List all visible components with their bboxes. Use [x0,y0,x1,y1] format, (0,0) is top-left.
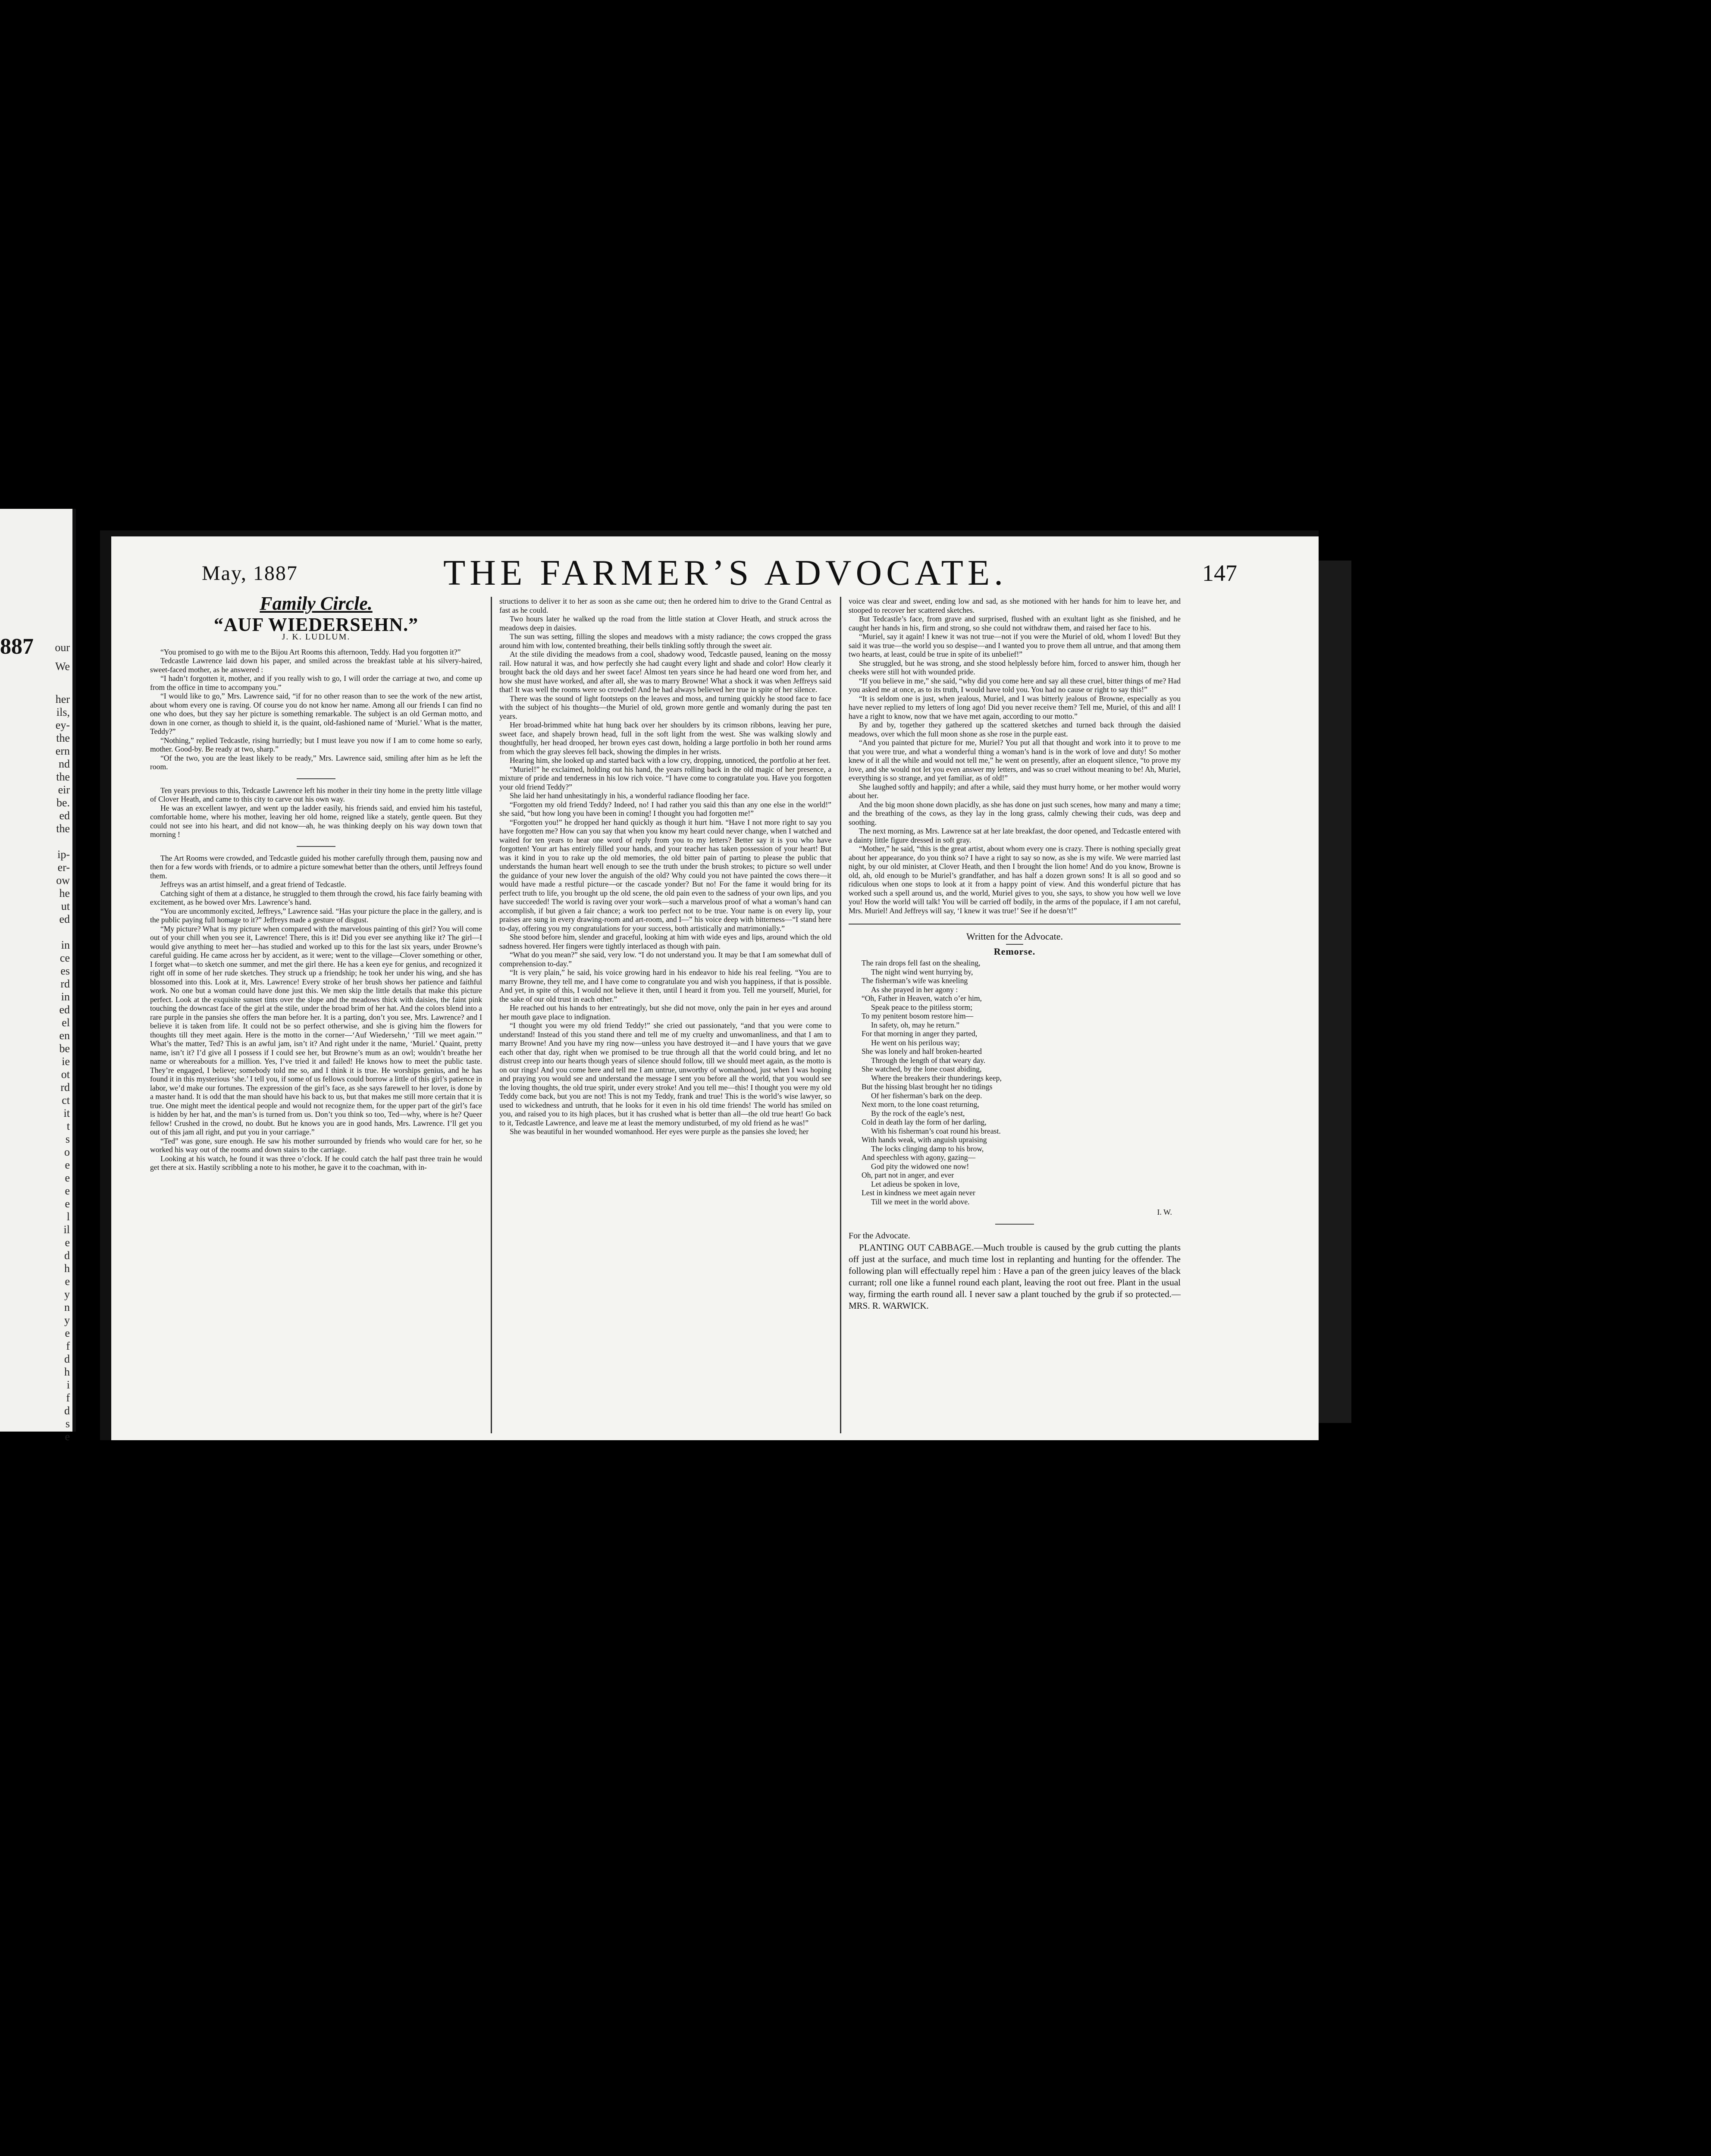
column-divider [840,597,841,1433]
previous-page-fragment: it [63,1107,70,1119]
paragraph: “You are uncommonly excited, Jeffreys,” Lawrence said. “Has your picture the place in the gallery, and is the public paying full homage to it?” Jeffreys made a gesture of disgust. [150,906,482,924]
previous-page-strip [0,509,76,1443]
poem-line: Through the length of that weary day. [871,1056,986,1065]
story-part-a [150,648,482,771]
paragraph: “It is very plain,” he said, his voice growing hard in his endeavor to hide his real feeling. “You are to marry Browne, they tell me, and I have come to congratulate you and wish you happiness, if that is possible. And yet, in spite of this, I would not believe it then, until I heard it from you. Tell me yourself, Muriel, for the sake of our old trust in each other.” [499,968,831,1003]
paragraph: “Muriel, say it again! I knew it was not true—not if you were the Muriel of old, whom I loved! But they said it was true—the world you so despise—and I wanted you to prove them all untrue, and that among them two hearts, at least, could be true in spite of its unbelief!” [849,632,1181,658]
previous-page-fragment: y [64,1314,70,1326]
paragraph: But Tedcastle’s face, from grave and surprised, flushed with an exultant light as she finished, and he caught her hands in his, firm and strong, so she could not withdraw them, and raised her face to his. [849,614,1181,632]
previous-page-fragment: e [65,1275,70,1288]
poem-body [849,959,1181,1206]
paragraph: “Forgotten you!” he dropped her hand quickly as though it hurt him. “Have I not more right to say you have forgotten me? How can you say that when you know my heart could never change, when I watched and waited for ten years to hear one word of reply from you to my letters? Better say it is you who have forgotten! Your art has entirely filled your hands, and your teacher has taken possession of your heart! But was it kind in you to rake up the old memories, the old bitter pain of parting to please the public that understands the human heart well enough to see the truth under the brush strokes; to picture so well under the guidance of your new lover the anguish of the old? Why could you not have painted the cows there—it would have made a restful picture—or the cascade yonder? But no! For the fame it would bring for its perfect truth to life, you brought up the old scene, the old pain even to the sadness of your own lips, and you have succeeded! The world is raving over your work—such a marvelous proof of what a woman’s hand can accomplish, if but given a fair chance; a work too perfect not to be true. Your name is on every lip, your praises are sung in every drawing-room and art-room, and I—” his voice deep with bitterness—“I stand here to-day, offering you my congratulations for your success, both artistically and matrimonially.” [499,818,831,933]
previous-page-fragment: We [55,660,70,673]
paragraph: Jeffreys was an artist himself, and a great friend of Tedcastle. [160,880,346,889]
previous-page-fragment: eir [58,783,70,796]
paragraph: He reached out his hands to her entreatingly, but she did not move, only the pain in her eyes and around her mouth gave place to indignation. [499,1003,831,1021]
previous-page-fragment: be. [56,796,70,809]
previous-page-fragment: ct [62,1094,70,1106]
previous-page-fragment: l [66,1210,70,1223]
previous-page-fragment: ce [60,952,70,964]
previous-page-fragment: h [64,1262,70,1275]
previous-page-fragment: e [65,1185,70,1197]
poem-line: Till we meet in the world above. [871,1197,970,1206]
paragraph: The sun was setting, filling the slopes and meadows with a misty radiance; the cows cropped the grass around him with low, contented breathing, their bells tinkling softly through the sweet air. [499,632,831,650]
poem-line: For that morning in anger they parted, [862,1029,978,1038]
section-heading: Family Circle. [260,593,373,614]
previous-page-fragment: e [65,1236,70,1249]
previous-page-fragment: e [65,1172,70,1184]
previous-page-fragment: s [65,1133,70,1145]
paragraph: The next morning, as Mrs. Lawrence sat at her late breakfast, the door opened, and Tedcastle entered with a dainty little figure dressed in soft gray. [849,827,1181,844]
paragraph: “Muriel!” he exclaimed, holding out his hand, the years rolling back in the old magic of her presence, a mixture of pride and tenderness in his low rich voice. “I have come to congratulate you. Have you forgotten your old friend Teddy?” [499,765,831,791]
section-divider [995,1224,1034,1225]
cabbage-note [849,1242,1181,1312]
newspaper-page [100,530,1319,1440]
previous-page-fragment: the [56,771,70,783]
poem-line: Where the breakers their thunderings keep, [871,1073,1002,1082]
poem-line: The fisherman’s wife was kneeling [862,976,968,985]
paragraph: “Of the two, you are the least likely to be ready,” Mrs. Lawrence said, smiling after him as he left the room. [150,753,482,771]
previous-page-fragment: ey- [55,719,70,731]
previous-page-fragment: ot [61,1068,70,1081]
previous-page-fragment: e [65,1159,70,1171]
paragraph: Her broad-brimmed white hat hung back over her shoulders by its crimson ribbons, leaving her pure, sweet face, and shapely brown head, full in the soft light from the west. She was walking slowly and thoughtfully, her head drooped, her brown eyes cast down, holding a large portfolio in both her round arms from which the gray sleeves fell back, showing the dimples in her wrists. [499,721,831,756]
column-divider [491,597,492,1433]
poem-signature: I. W. [1157,1208,1172,1216]
previous-page-fragment: i [66,1379,70,1391]
previous-page-fragment: in [61,990,70,1003]
previous-page-fragment: er- [57,861,70,874]
poem-line: But the hissing blast brought her no tidings [862,1082,993,1091]
paragraph: She was beautiful in her wounded womanhood. Her eyes were purple as the pansies she loved; her [510,1127,809,1136]
previous-page-fragment: e [65,1327,70,1339]
page-header [133,549,1297,591]
previous-page-fragment: ut [61,900,70,912]
paragraph: “You promised to go with me to the Bijou Art Rooms this afternoon, Teddy. Had you forgotten it?” [160,647,461,656]
poem-line: Cold in death lay the form of her darling, [862,1118,987,1126]
poem-line: Lest in kindness we meet again never [862,1188,975,1197]
previous-page-fragment: ow [56,874,70,887]
poem-line: Oh, part not in anger, and ever [862,1171,954,1179]
previous-page-fragment: t [66,1120,70,1132]
poem-line: She watched, by the lone coast abiding, [862,1065,982,1073]
paragraph: There was the sound of light footsteps on the leaves and moss, and turning quickly he stood face to face with the subject of his thoughts—the Muriel of old, grown more gentle and womanly during the past ten years. [499,694,831,721]
previous-page-fragment: f [66,1391,70,1404]
story-title: “AUF WIEDERSEHN.” [213,614,419,635]
paragraph: “I thought you were my old friend Teddy!” she cried out passionately, “and that you were come to understand! Instead of this you stand there and tell me of my cruelty and unwomanliness, and that I am to marry Browne! And you have my ring now—unless you have destroyed it—and I have yours that we gave each other that day, right when we promised to be true through all that the world could bring, and let no distrust creep into our hearts though years of silence should follow, till we should meet again, as the motto is on our rings! And you come here and tell me I am untrue, unworthy of womanhood, just when I was hoping and praying you would see and understand the message I sent you before all the world, that you would see the loving thoughts, the old true spirit, under every stroke! And you tell me—this! I thought you were my old Teddy come back, but you are not! This is not my Teddy, frank and true! This is the world’s wise lawyer, so used to wickedness and untruth, that he looks for it even in his old time friends! The world has smiled on you, and raised you to its high places, but it has crushed what is better than all—the old true heart! Go back to it, Tedcastle Lawrence, and leave me at least the memory undisturbed, of my old friend as he was!” [499,1021,831,1127]
previous-page-fragment: d [64,1249,70,1262]
paragraph: “What do you mean?” she said, very low. “I do not understand you. It may be that I am somewhat dull of comprehension to-day.” [499,950,831,968]
previous-page-fragment: e [65,1197,70,1210]
poem-line: And speechless with agony, gazing— [862,1153,976,1162]
previous-page-fragment: our [55,641,70,654]
previous-page-fragment: nd [59,758,70,770]
paragraph: “If you believe in me,” she said, “why did you come here and say all these cruel, bitter things of me? Had you asked me at once, as to its truth, I would have told you. You had no cause or right to say this!” [849,676,1181,694]
column-2 [499,597,831,1438]
paragraph: “Ted” was gone, sure enough. He saw his mother surrounded by friends who would care for her, so he worked his way out of the rooms and down stairs to the carriage. [150,1136,482,1154]
previous-page-fragment: y [64,1288,70,1300]
paragraph: Two hours later he walked up the road from the little station at Clover Heath, and struck across the meadows deep in daisies. [499,614,831,632]
paragraph: Hearing him, she looked up and started back with a low cry, dropping, unnoticed, the portfolio at her feet. [510,756,830,765]
previous-page-fragment: ie [62,1055,70,1068]
previous-page-fragment: her [55,693,70,705]
page-edge-shadow [1319,561,1351,1423]
byline: J. K. LUDLUM. [282,632,351,642]
previous-page-fragment: o [64,1146,70,1158]
paragraph: “Nothing,” replied Tedcastle, rising hurriedly; but I must leave you now if I am to come home so early, mother. Good-by. Be ready at two, sharp.” [150,736,482,753]
poem-line: God pity the widowed one now! [871,1162,969,1171]
poem-line: With his fisherman’s coat round his breast. [871,1126,1001,1135]
poem-line: In safety, oh, may he return.” [871,1020,960,1029]
poem-line: With hands weak, with anguish upraising [862,1135,987,1144]
paragraph: By and by, together they gathered up the scattered sketches and turned back through the daisied meadows, over which the full moon shone as she rose in the purple east. [849,721,1181,738]
previous-page-fragment: the [56,732,70,744]
paragraph: At the stile dividing the meadows from a cool, shadowy wood, Tedcastle paused, leaning on the mossy rail. How natural it was, and how perfectly she had caught every light and shade and color! How clearly it brought back the old days and her sweet face! Almost ten years since he had heard one word from her, and how she must have worked, and after all, she was to marry Browne! What a shock it was when Jeffreys said that! It was well the rooms were so crowded! And he had always believed her true in spite of her silence. [499,650,831,694]
poem-line: He went on his perilous way; [871,1038,960,1047]
previous-page-fragment: e [65,1430,70,1443]
previous-page-fragment: d [64,1404,70,1417]
previous-page-fragment: ip- [57,848,70,861]
previous-page-fragment: es [60,965,70,977]
paragraph: She laughed softly and happily; and after a while, said they must hurry home, or her mother would worry about her. [849,782,1181,800]
paragraph: voice was clear and sweet, ending low and sad, as she motioned with her hands for him to leave her, and stooped to recover her scattered sketches. [849,597,1181,614]
paragraph: The Art Rooms were crowded, and Tedcastle guided his mother carefully through them, pausing now and then for a few words with friends, or to admire a picture somewhat better than the others, until Jeffreys found them. [150,853,482,880]
story-part-b [150,786,482,839]
paragraph: “I hadn’t forgotten it, mother, and if you really wish to go, I will order the carriage at two, and come up from the office in time to accompany you.” [150,674,482,692]
note-intro: For the Advocate. [849,1231,910,1241]
paragraph: “My picture? What is my picture when compared with the marvelous painting of this girl? You will come out of your chill when you see it, Lawrence! There, this is it! Did you ever see anything like it? The girl—I would give anything to meet her—has studied and worked up to this for the last six years, under Browne’s careful guiding. He came across her by accident, as it were; went to the village—Clover something or other, I forget what—to sketch one summer, and met the girl there. He has a keen eye for genius, and recognized it right off in some of her rude sketches. They struck up a friendship; he took her under his wing, and she has blossomed into this. Look at it, Mrs. Lawrence! Every stroke of her brush shows her patience and faithful work. No one but a woman could have done just this. We men skip the little details that make this picture perfect. Look at the exquisite sunset tints over the slope and the meadows thick with daisies, the faint pink touching the downcast face of the girl at the stile, under the broad brim of her hat. And the colors blend into a rare purple in the pansies she offers the man before her. It is a parting, don’t you see, Mrs. Lawrence? and I believe it is taken from life. It could not be so perfect otherwise, and she is giving him the flowers for thoughts till they meet again. Here is the motto in the corner—‘Auf Wiedersehn,’ ‘Till we meet again.’” What’s the matter, Ted? This is an awful jam, isn’t it? And right under it the name, ‘Muriel.’ Quaint, pretty name, isn’t it? I’d give all I possess if I could see her, but Browne’s mum as an owl; wouldn’t breathe her name or whereabouts for a million. Yes, I’ve tried it and failed! He knows how to meet the public taste. They’re engaged, I believe; somebody told me so, and I think it is true. He worships genius, and he has found it in this mysterious ‘she.’ I tell you, if some of us fellows could borrow a little of this girl’s patience in labor, we’d make our fortunes. The expression of the girl’s face, as she says farewell to her lover, is done by a master hand. It is odd that the man should have his back to us, but that makes me still more certain that it is true. One might meet the identical people and would not recognize them, for the upper part of the girl’s face is hidden by her hat, and the man’s is turned from us. Don’t you think so too, Ted—why, where is he? Queer fellow! Crushed in the crowd, no doubt. But he knows you are in good hands, Mrs. Lawrence. I’ll get you out of this jam all right, and put you in your carriage.” [150,924,482,1136]
poem-line: The night wind went hurrying by, [871,967,973,976]
paragraph: “I would like to go,” Mrs. Lawrence said, “if for no other reason than to see the work of the new artist, about whom every one is raving. Of course you do not know her name. Among all our friends I can find no one who does, but they say her picture is something remarkable. The subject is an old German motto, and down in one corner, as though to shield it, is the quaint, old-fashioned name of ‘Muriel.’ What is the matter, Teddy?” [150,692,482,736]
paragraph: “And you painted that picture for me, Muriel? You put all that thought and work into it to prove to me that you were true, and what a wonderful thing a woman’s hand is in the work of love and duty! So mother knew of it all the while and would not tell me,” he went on presently, after an eloquent silence, “to prove my love, and she would not let you even answer my letters, and was so cruel without meaning to be! Ah, Muriel, everything is so strange, and yet familiar, as of old!” [849,738,1181,782]
section-divider [297,778,335,779]
masthead: THE FARMER’S ADVOCATE. [443,553,1008,593]
poem-divider [1006,944,1023,945]
paragraph: She laid her hand unhesitatingly in his, a wonderful radiance flooding her face. [510,791,749,800]
poem-line: Next morn, to the lone coast returning, [862,1100,979,1109]
page-number: 147 [1202,560,1237,586]
poem-line: By the rock of the eagle’s nest, [871,1109,965,1118]
paragraph: He was an excellent lawyer, and went up the ladder easily, his friends said, and envied him his tasteful, comfortable home, where his mother, leaving her old home, reigned like a stately, gentle queen. But they could not see into his heart, and did not know—ah, he was thinking deeply on his way down town that morning ! [150,803,482,839]
poem-line: The rain drops fell fast on the shealing, [862,959,981,967]
previous-page-fragment: ed [59,1003,70,1016]
previous-page-fragment: rd [60,978,70,990]
previous-page-rule [72,509,76,1432]
paragraph: “Mother,” he said, “this is the great artist, about whom every one is crazy. There is nothing specially great about her appearance, do you think so? I have a right to say so now, as she is my wife. We were married last night, by our old minister, at Clover Heath, and then I brought the lion home! And do you know, Browne is old, ah, old enough to be Muriel’s grandfather, and has half a dozen grown sons! It is all so good and so ridiculous when one stops to look at it from a happy point of view. And this wonderful picture that has worked such a spell around us, and the world, Muriel gives to you, she says, to show you how well we love you! How the world will talk! You will be carried off bodily, in the arms of the populace, if I am not careful, Mrs. Muriel! And Jeffreys will say, ‘I knew it was true!’ See if he doesn’t!” [849,844,1181,915]
previous-page-fragment: en [59,1029,70,1042]
paragraph: She stood before him, slender and graceful, looking at him with wide eyes and lips, around which the old sadness hovered. Her fingers were tightly interlaced as though with pain. [499,933,831,950]
poem-line: Of her fisherman’s bark on the deep. [871,1091,982,1100]
previous-page-fragment: ern [55,745,70,757]
poem-line: To my penitent bosom restore him— [862,1012,974,1020]
previous-page-fragment: n [64,1301,70,1313]
previous-page-fragment: s [65,1417,70,1430]
poem-line: Let adieus be spoken in love, [871,1179,960,1188]
poem-line: The locks clinging damp to his brow, [871,1144,984,1153]
previous-page-fragment: the [56,822,70,835]
paragraph: Ten years previous to this, Tedcastle Lawrence left his mother in their tiny home in the pretty little village of Clover Heath, and came to this city to carve out his own way. [150,786,482,803]
previous-page-fragment: be [59,1042,70,1055]
poem-line: “Oh, Father in Heaven, watch o’er him, [862,994,982,1003]
previous-page-fragment: rd [60,1081,70,1094]
paragraph: Catching sight of them at a distance, he struggled to them through the crowd, his face fairly beaming with excitement, as he bowed over Mrs. Lawrence’s hand. [150,889,482,906]
column-3 [849,597,1181,1438]
column-1 [150,593,482,1438]
previous-page-fragment: ed [59,913,70,925]
previous-page-fragment: in [61,939,70,951]
paragraph: Tedcastle Lawrence laid down his paper, and smiled across the breakfast table at his silvery-haired, sweet-faced mother, as he answered : [150,656,482,674]
poem-line: Speak peace to the pitiless storm; [871,1003,973,1012]
previous-page-fragment: d [64,1353,70,1365]
paragraph: “It is seldom one is just, when jealous, Muriel, and I was bitterly jealous of Browne, especially as you have never replied to my letters of long ago! Did you never receive them? Tell me, Muriel, of this and all! I have a right to know, now that we have met again, according to our motto.” [849,694,1181,721]
previous-page-fragment: f [66,1340,70,1352]
paragraph: structions to deliver it to her as soon as she came out; then he ordered him to drive to the Grand Central as fast as he could. [499,597,831,614]
poem-intro: Written for the Advocate. [966,931,1063,942]
paragraph: Looking at his watch, he found it was three o’clock. If he could catch the half past three train he would get there at six. Hastily scribbling a note to his mother, he gave it to the coachman, with in- [150,1154,482,1172]
previous-page-fragment: he [59,887,70,899]
section-divider [297,846,335,847]
paragraph: And the big moon shone down placidly, as she has done on just such scenes, how many and many a time; and the breathing of the cows, as they lay in the long grass, calmly chewing their cuds, was deep and soothing. [849,800,1181,827]
paragraph: “Forgotten my old friend Teddy? Indeed, no! I had rather you said this than any one else in the world!” she said, “but how long you have been in coming! I thought you had forgotten me!” [499,800,831,818]
previous-page-fragment: ed [59,809,70,822]
previous-page-fragment: el [62,1016,70,1029]
poem-line: As she prayed in her agony : [871,985,958,994]
previous-page-fragment: ils, [56,706,70,718]
previous-page-fragment: h [64,1366,70,1378]
paragraph: PLANTING OUT CABBAGE.—Much trouble is caused by the grub cutting the plants off just at the surface, and much time lost in replanting and hunting for the offender. The following plan will effectually repel him : Have a pan of the green juicy leaves of the black currant; roll one like a funnel round each plant, leaving the root out free. Plant in the usual way, firming the earth round all. I never saw a plant touched by the grub if so protected.—MRS. R. WARWICK. [849,1242,1181,1311]
poem-line: She was lonely and half broken-hearted [862,1047,982,1056]
poem-title: Remorse. [993,946,1036,957]
previous-page-fragment: il [63,1223,70,1236]
previous-page-year: 887 [0,634,34,659]
issue-date: May, 1887 [202,562,298,585]
story-part-c [150,854,482,1172]
paragraph: She struggled, but he was strong, and she stood helplessly before him, forced to answer him, though her cheeks were still hot with wounded pride. [849,658,1181,676]
